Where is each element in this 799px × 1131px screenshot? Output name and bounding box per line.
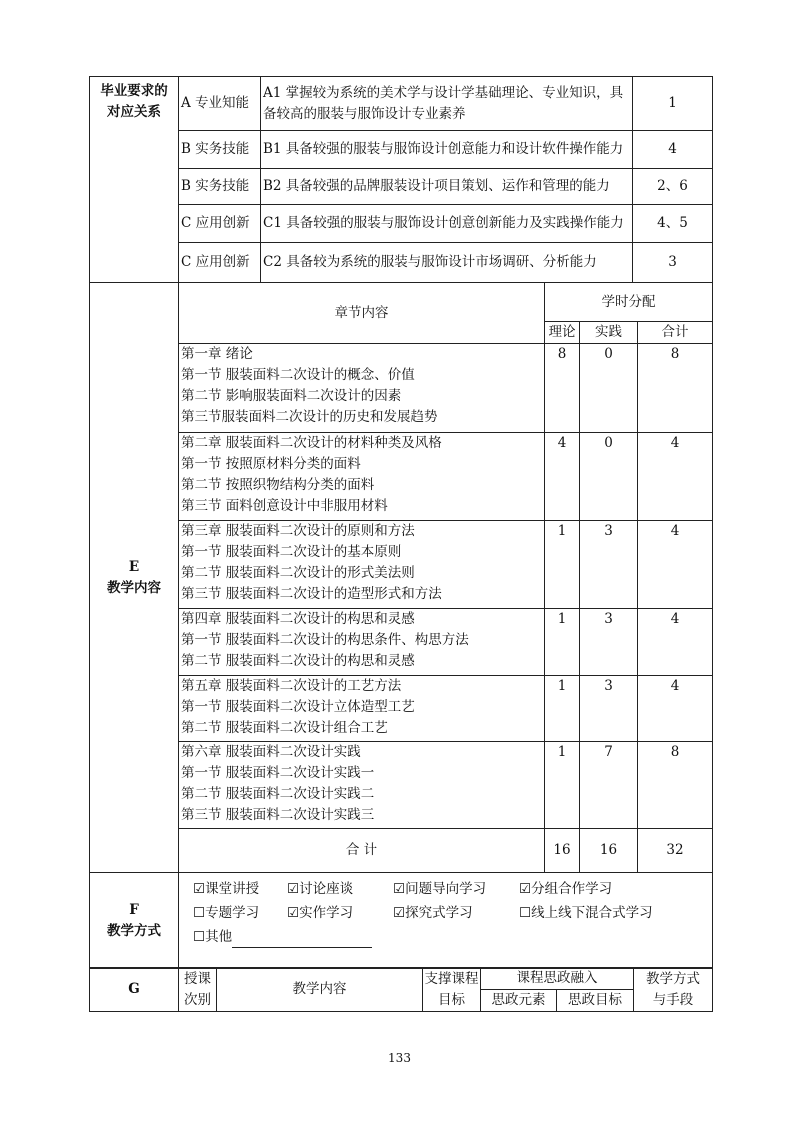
method-option-other[interactable]: ☐其他 (193, 929, 233, 945)
teaching-content-label: E 教学内容 (90, 283, 179, 873)
method-option-problem-based[interactable]: ☑问题导向学习 (393, 881, 487, 897)
total-header: 合计 (638, 322, 713, 344)
total-hours: 8 (638, 742, 713, 829)
chapter-content: 第四章 服装面料二次设计的构思和灵感 第一节 服装面料二次设计的构思条件、构思方法 第二节 服装面料二次设计的构思和灵感 (179, 609, 545, 676)
req-category: C 应用创新 (179, 205, 261, 243)
practice-hours: 3 (580, 609, 638, 676)
req-course-target: 4、5 (633, 205, 713, 243)
content-header: 教学内容 (217, 968, 423, 1012)
req-description: C2 具备较为系统的服装与服饰设计市场调研、分析能力 (261, 243, 633, 283)
course-goal-header: 支撑课程 目标 (423, 968, 481, 1012)
method-option-lecture[interactable]: ☑课堂讲授 (193, 881, 260, 897)
method-header: 教学方式 与手段 (634, 968, 713, 1012)
chapter-content: 第六章 服装面料二次设计实践 第一节 服装面料二次设计实践一 第二节 服装面料二次设计实践二 第三节 服装面料二次设计实践三 (179, 742, 545, 829)
practice-hours: 0 (580, 344, 638, 433)
theory-header: 理论 (545, 322, 580, 344)
total-hours: 4 (638, 433, 713, 521)
theory-hours: 1 (545, 521, 580, 609)
req-description: C1 具备较强的服装与服饰设计创意创新能力及实践操作能力 (261, 205, 633, 243)
req-description: B2 具备较强的品牌服装设计项目策划、运作和管理的能力 (261, 169, 633, 205)
practice-hours: 7 (580, 742, 638, 829)
chapter-content: 第五章 服装面料二次设计的工艺方法 第一节 服装面料二次设计立体造型工艺 第二节 服装面料二次设计组合工艺 (179, 676, 545, 742)
chapter-content: 第一章 绪论 第一节 服装面料二次设计的概念、价值 第二节 影响服装面料二次设计的因素 第三节服装面料二次设计的历史和发展趋势 (179, 344, 545, 433)
req-description: A1 掌握较为系统的美术学与设计学基础理论、专业知识，具 备较高的服装与服饰设计专业素养 (261, 77, 633, 131)
other-underline[interactable] (232, 931, 372, 948)
teaching-method-label: F 教学方式 (90, 873, 179, 969)
teaching-method-table (89, 872, 713, 969)
total-hours: 4 (638, 521, 713, 609)
teaching-method-options (179, 873, 713, 969)
session-header: 授课 次别 (179, 968, 217, 1012)
req-category: B 实务技能 (179, 131, 261, 169)
practice-header: 实践 (580, 322, 638, 344)
theory-hours: 1 (545, 742, 580, 829)
sum-practice: 16 (580, 829, 638, 873)
lesson-plan-label: G (90, 968, 179, 1012)
lesson-plan-table (89, 967, 713, 1012)
theory-hours: 1 (545, 676, 580, 742)
sum-label: 合 计 (179, 829, 545, 873)
req-category: B 实务技能 (179, 169, 261, 205)
req-category: C 应用创新 (179, 243, 261, 283)
req-course-target: 4 (633, 131, 713, 169)
method-option-blended[interactable]: ☐线上线下混合式学习 (519, 905, 653, 921)
method-option-inquiry[interactable]: ☑探究式学习 (393, 905, 473, 921)
theory-hours: 1 (545, 609, 580, 676)
practice-hours: 3 (580, 676, 638, 742)
practice-hours: 0 (580, 433, 638, 521)
req-category: A 专业知能 (179, 77, 261, 131)
total-hours: 4 (638, 609, 713, 676)
chapter-content: 第二章 服装面料二次设计的材料种类及风格 第一节 按照原材料分类的面料 第二节 按照织物结构分类的面料 第三节 面料创意设计中非服用材料 (179, 433, 545, 521)
req-course-target: 2、6 (633, 169, 713, 205)
method-option-group-work[interactable]: ☑分组合作学习 (519, 881, 613, 897)
method-option-discussion[interactable]: ☑讨论座谈 (287, 881, 354, 897)
sum-total: 32 (638, 829, 713, 873)
total-hours: 8 (638, 344, 713, 433)
ideology-header: 课程思政融入 (481, 968, 634, 990)
chapter-content: 第三章 服装面料二次设计的原则和方法 第一节 服装面料二次设计的基本原则 第二节 服装面料二次设计的形式美法则 第三节 服装面料二次设计的造型形式和方法 (179, 521, 545, 609)
theory-hours: 8 (545, 344, 580, 433)
page-number: 133 (388, 1051, 411, 1065)
ideology-element-header: 思政元素 (481, 990, 557, 1012)
method-option-practical[interactable]: ☑实作学习 (287, 905, 354, 921)
req-description: B1 具备较强的服装与服饰设计创意能力和设计软件操作能力 (261, 131, 633, 169)
theory-hours: 4 (545, 433, 580, 521)
practice-hours: 3 (580, 521, 638, 609)
chapter-header: 章节内容 (179, 283, 545, 344)
method-option-topic-study[interactable]: ☐专题学习 (193, 905, 260, 921)
sum-theory: 16 (545, 829, 580, 873)
req-course-target: 3 (633, 243, 713, 283)
requirements-table (89, 76, 713, 283)
ideology-goal-header: 思政目标 (557, 990, 634, 1012)
teaching-content-table (89, 282, 713, 873)
requirements-label: 毕业要求的 对应关系 (90, 77, 179, 283)
req-course-target: 1 (633, 77, 713, 131)
total-hours: 4 (638, 676, 713, 742)
hours-header: 学时分配 (545, 283, 713, 322)
